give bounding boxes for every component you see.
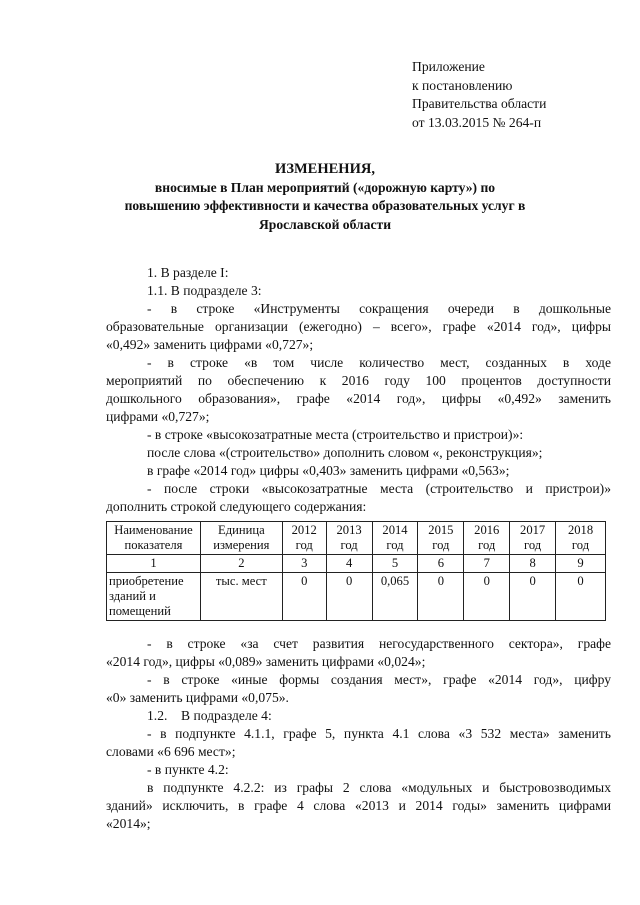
appendix-line: Правительства области <box>412 96 547 111</box>
paragraph-line: «2014 год», цифры «0,089» заменить цифрами «0,024»; <box>106 654 426 669</box>
title-line: Ярославской области <box>258 216 392 232</box>
paragraph-line: «2014»; <box>106 816 151 831</box>
paragraph-line: дополнить строкой следующего содержания: <box>106 499 367 514</box>
table-cell: 0,065 <box>372 573 418 621</box>
table-header-cell: 2018 год <box>556 522 606 555</box>
paragraph-line: - после строки «высокозатратные места (строительство и пристрои)» <box>147 481 611 496</box>
appendix-line: от 13.03.2015 № 264-п <box>412 114 542 130</box>
table-cell: 2 <box>200 555 282 573</box>
paragraph-line: в подпункте 4.2.2: из графы 2 слова «модульных и быстровозводимых <box>147 780 611 795</box>
paragraph: после слова «(строительство» дополнить словом «, реконструкция»; <box>147 445 543 460</box>
table-cell: тыс. мест <box>200 573 282 621</box>
indicator-table <box>106 521 606 621</box>
table-cell: 3 <box>282 555 326 573</box>
table-header-cell: 2013 год <box>326 522 372 555</box>
table-header-row <box>107 522 606 555</box>
paragraph-line: - в подпункте 4.1.1, графе 5, пункта 4.1 слова «3 532 места» заменить <box>147 726 611 741</box>
paragraph-line: словами «6 696 мест»; <box>106 744 236 759</box>
table-cell: 5 <box>372 555 418 573</box>
table-header-cell: 2015 год <box>418 522 464 555</box>
table-cell: 7 <box>464 555 510 573</box>
table-header-cell: Единица измерения <box>200 522 282 555</box>
table-header-cell: 2014 год <box>372 522 418 555</box>
title-line: повышению эффективности и качества образовательных услуг в <box>124 198 526 213</box>
paragraph-line: «0» заменить цифрами «0,075». <box>106 690 289 705</box>
table-number-row <box>107 555 606 573</box>
title-main: ИЗМЕНЕНИЯ, <box>275 161 375 177</box>
table-header-cell: 2012 год <box>282 522 326 555</box>
table-cell: 1 <box>107 555 201 573</box>
paragraph-line: дошкольного образования», графе «2014 год», цифры «0,492» заменить <box>106 391 611 406</box>
title-line: вносимые в План мероприятий («дорожную карту») по <box>154 179 496 195</box>
table-cell: 0 <box>464 573 510 621</box>
appendix-block <box>412 58 622 132</box>
paragraph: - в строке «высокозатратные места (строительство и пристрои)»: <box>147 427 524 442</box>
paragraph: 1.2. В подразделе 4: <box>147 708 272 723</box>
paragraph-line: зданий» исключить, в графе 4 слова «2013 и 2014 годы» заменить цифрами <box>106 798 611 813</box>
paragraph-line: - в строке «в том числе количество мест, созданных в ходе <box>147 355 611 370</box>
appendix-line: к постановлению <box>412 77 513 93</box>
paragraph-line: образовательные организации (ежегодно) – всего», графе «2014 год», цифры <box>106 319 611 334</box>
paragraph-line: - в строке «иные формы создания мест», графе «2014 год», цифру <box>147 672 611 687</box>
table-cell: приобретение зданий и помещений <box>107 573 201 621</box>
paragraph-line: - в строке «за счет развития негосударственного сектора», графе <box>147 636 611 651</box>
body-section-2 <box>106 635 611 833</box>
table-row <box>107 573 606 621</box>
table-cell: 4 <box>326 555 372 573</box>
table-cell: 0 <box>418 573 464 621</box>
table-header-cell: 2017 год <box>510 522 556 555</box>
paragraph-line: цифрами «0,727»; <box>106 409 210 424</box>
table-cell: 6 <box>418 555 464 573</box>
paragraph-line: «0,492» заменить цифрами «0,727»; <box>106 337 314 352</box>
paragraph: - в пункте 4.2: <box>147 762 229 777</box>
paragraph: в графе «2014 год» цифры «0,403» заменить цифрами «0,563»; <box>147 463 510 478</box>
body-section-1 <box>106 264 611 516</box>
table-header-cell: 2016 год <box>464 522 510 555</box>
table-cell: 8 <box>510 555 556 573</box>
table-cell: 0 <box>556 573 606 621</box>
table-cell: 0 <box>326 573 372 621</box>
document-title <box>105 160 545 234</box>
paragraph: 1. В разделе I: <box>147 265 229 280</box>
table-header-cell: Наименование показателя <box>107 522 201 555</box>
table-cell: 0 <box>510 573 556 621</box>
paragraph-line: мероприятий по обеспечению к 2016 году 100 процентов доступности <box>106 373 611 388</box>
paragraph: 1.1. В подразделе 3: <box>147 283 262 298</box>
paragraph-line: - в строке «Инструменты сокращения очереди в дошкольные <box>147 301 611 316</box>
table-cell: 9 <box>556 555 606 573</box>
appendix-line: Приложение <box>412 59 485 74</box>
table-cell: 0 <box>282 573 326 621</box>
